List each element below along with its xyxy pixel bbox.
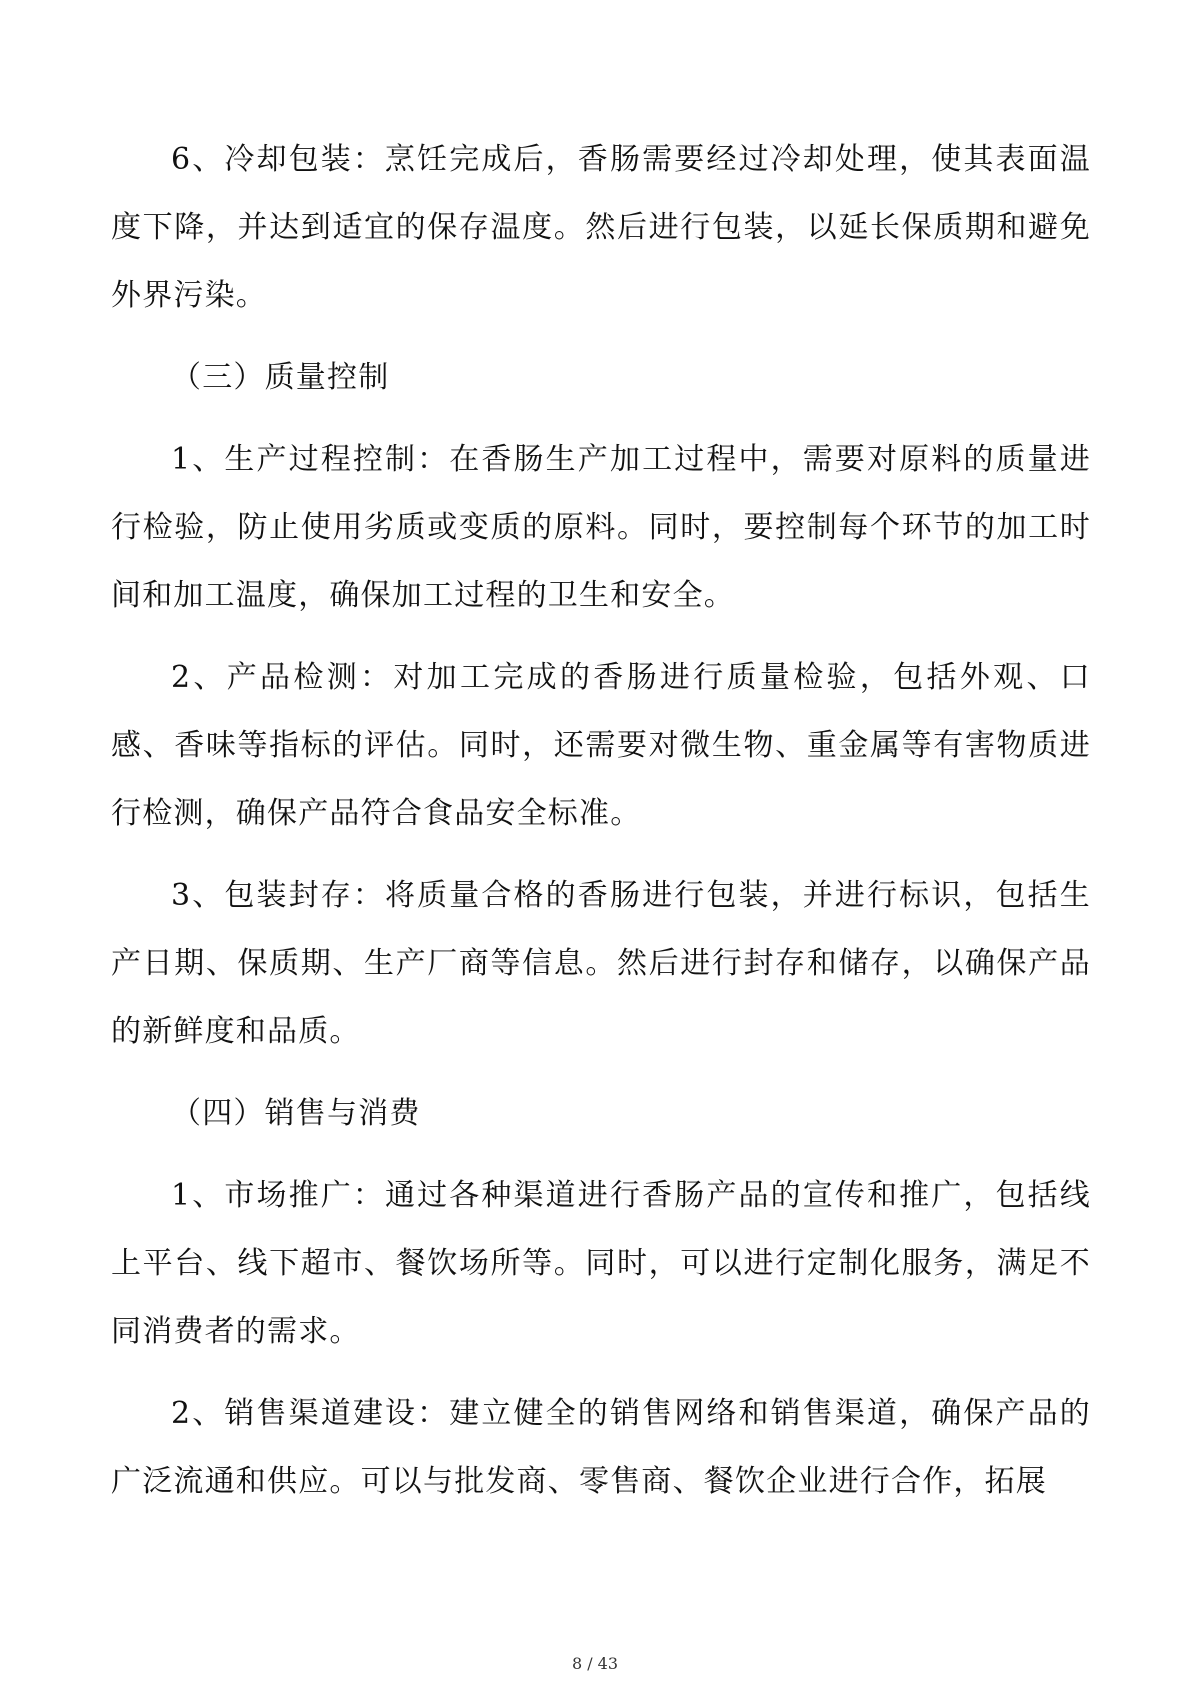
- page-number: 8 / 43: [571, 1654, 619, 1673]
- section-heading-sales-consumption: （四）销售与消费: [171, 1096, 421, 1131]
- paragraph-cooling-packaging: 6、冷却包装：烹饪完成后，香肠需要经过冷却处理，使其表面温度下降，并达到适宜的保存温度。然后进行包装，以延长保质期和避免外界污染。: [111, 142, 1091, 313]
- paragraph-sales-channels: 2、销售渠道建设：建立健全的销售网络和销售渠道，确保产品的广泛流通和供应。可以与批发商、零售商、餐饮企业进行合作，拓展: [111, 1396, 1091, 1499]
- page-content: [111, 126, 1091, 1530]
- paragraph-process-control: 1、生产过程控制：在香肠生产加工过程中，需要对原料的质量进行检验，防止使用劣质或变质的原料。同时，要控制每个环节的加工时间和加工温度，确保加工过程的卫生和安全。: [111, 442, 1091, 613]
- section-heading-quality-control: （三）质量控制: [171, 360, 390, 395]
- paragraph-product-testing: 2、产品检测：对加工完成的香肠进行质量检验，包括外观、口感、香味等指标的评估。同时，还需要对微生物、重金属等有害物质进行检测，确保产品符合食品安全标准。: [111, 660, 1091, 831]
- paragraph-market-promotion: 1、市场推广：通过各种渠道进行香肠产品的宣传和推广，包括线上平台、线下超市、餐饮场所等。同时，可以进行定制化服务，满足不同消费者的需求。: [111, 1178, 1091, 1349]
- paragraph-packaging-storage: 3、包装封存：将质量合格的香肠进行包装，并进行标识，包括生产日期、保质期、生产厂商等信息。然后进行封存和储存，以确保产品的新鲜度和品质。: [111, 878, 1091, 1049]
